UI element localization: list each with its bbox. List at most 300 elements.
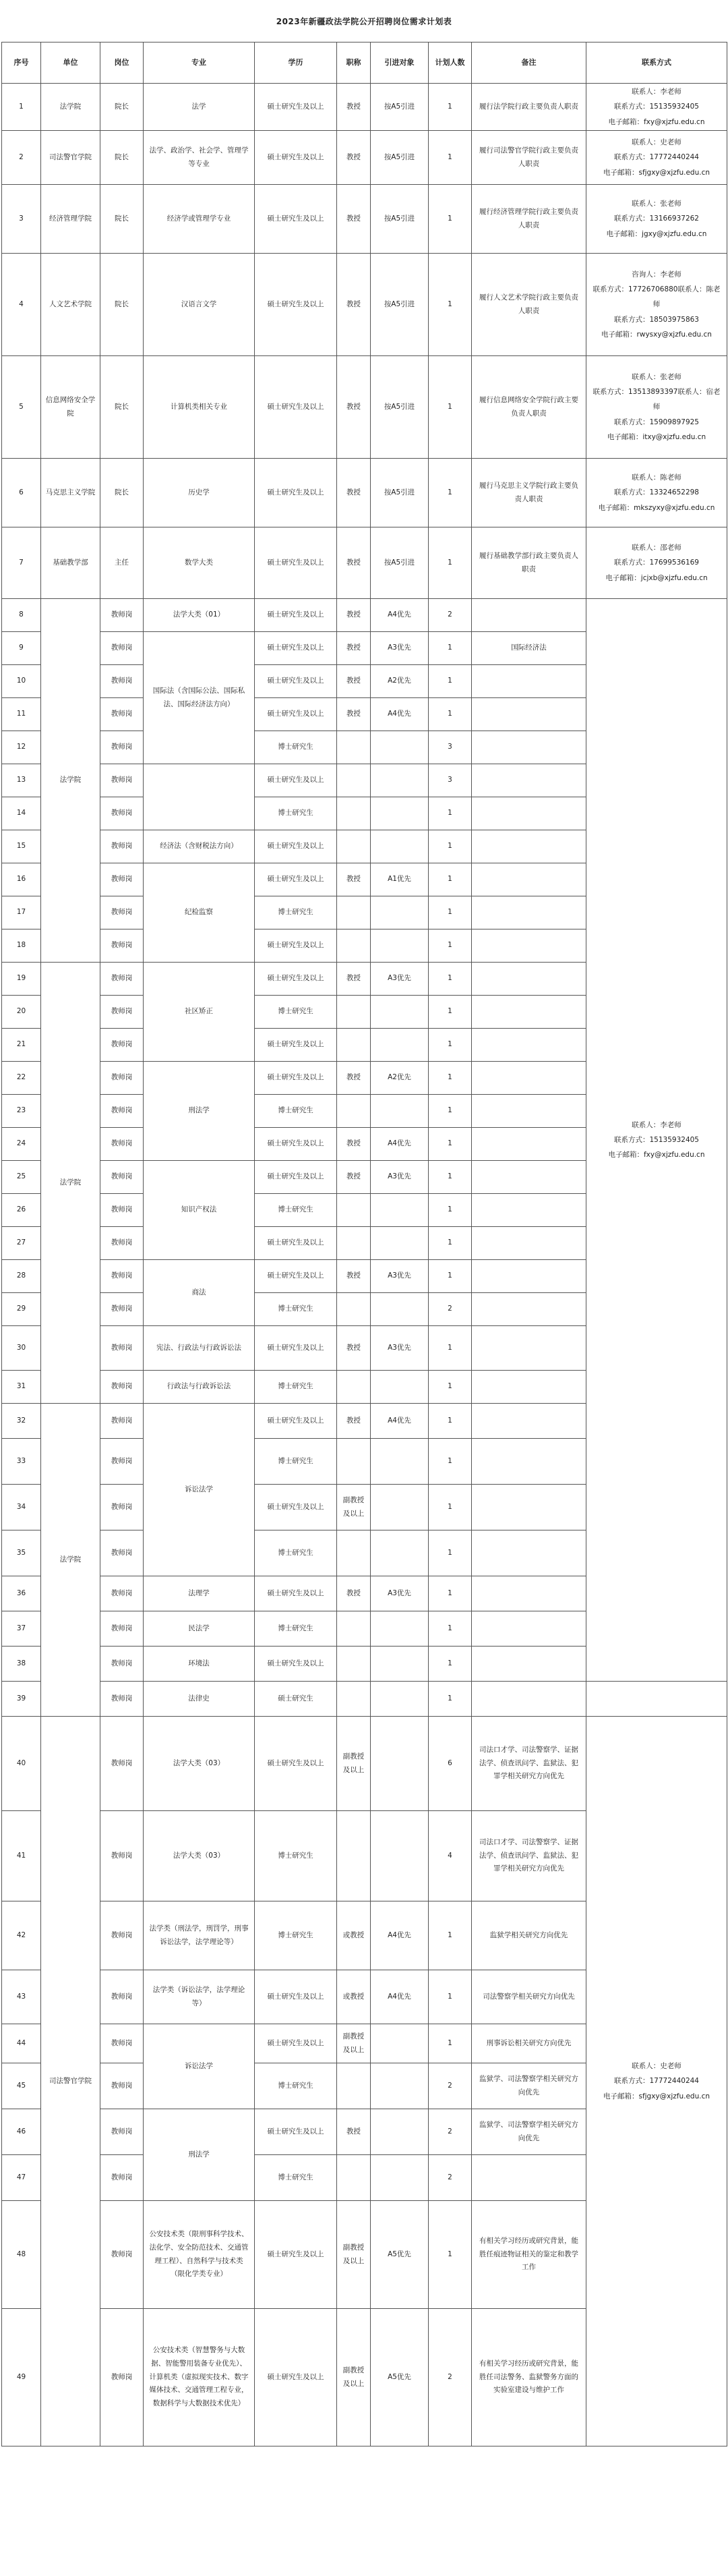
cell-count: 2	[429, 2109, 472, 2155]
cell-title	[337, 1647, 371, 1682]
cell-target: A4优先	[371, 698, 429, 731]
cell-title	[337, 1095, 371, 1128]
cell-remarks	[472, 1227, 586, 1260]
cell-unit: 法学院	[41, 599, 100, 963]
cell-title	[337, 929, 371, 963]
cell-target: A2优先	[371, 1062, 429, 1095]
cell-remarks	[472, 929, 586, 963]
header-title: 职称	[337, 42, 371, 84]
cell-title: 副教授及以上	[337, 2024, 371, 2063]
cell-position: 教师岗	[100, 896, 144, 929]
cell-contact	[586, 84, 727, 131]
cell-contact	[586, 1717, 727, 2446]
cell-contact	[586, 459, 727, 527]
cell-count: 2	[429, 1293, 472, 1326]
cell-seq: 49	[2, 2309, 41, 2446]
cell-position: 教师岗	[100, 1095, 144, 1128]
cell-title: 副教授及以上	[337, 2309, 371, 2446]
cell-title: 教授	[337, 1062, 371, 1095]
cell-title	[337, 1682, 371, 1717]
cell-count: 1	[429, 929, 472, 963]
cell-education: 硕士研究生及以上	[255, 929, 337, 963]
cell-title: 教授	[337, 963, 371, 996]
cell-education: 硕士研究生及以上	[255, 1326, 337, 1371]
cell-education: 硕士研究生及以上	[255, 527, 337, 599]
cell-target	[371, 1293, 429, 1326]
cell-position: 教师岗	[100, 1326, 144, 1371]
contact-line: 联系人：张老师	[632, 373, 681, 382]
cell-target	[371, 764, 429, 797]
cell-position: 教师岗	[100, 797, 144, 830]
cell-count: 1	[429, 896, 472, 929]
cell-major: 法学	[144, 84, 255, 131]
cell-position: 院长	[100, 185, 144, 254]
cell-position: 教师岗	[100, 963, 144, 996]
cell-title: 教授	[337, 632, 371, 665]
table-row	[2, 459, 727, 527]
cell-title	[337, 996, 371, 1029]
cell-count: 1	[429, 1901, 472, 1970]
cell-count: 1	[429, 1326, 472, 1371]
cell-remarks	[472, 863, 586, 896]
cell-target	[371, 1371, 429, 1404]
cell-position: 教师岗	[100, 2109, 144, 2155]
contact-line: 联系人：张老师	[632, 200, 681, 208]
cell-major: 法学大类（01）	[144, 599, 255, 632]
cell-major: 法学大类（03）	[144, 1811, 255, 1901]
cell-count: 6	[429, 1717, 472, 1811]
cell-target	[371, 1194, 429, 1227]
cell-target	[371, 1611, 429, 1647]
cell-count: 4	[429, 1811, 472, 1901]
cell-remarks: 履行马克思主义学院行政主要负责人职责	[472, 459, 586, 527]
cell-remarks	[472, 1326, 586, 1371]
cell-target: A4优先	[371, 1128, 429, 1161]
cell-count: 1	[429, 1970, 472, 2024]
header-seq: 序号	[2, 42, 41, 84]
cell-seq: 30	[2, 1326, 41, 1371]
cell-count: 1	[429, 797, 472, 830]
cell-title: 教授	[337, 185, 371, 254]
cell-count: 1	[429, 1576, 472, 1611]
cell-seq: 10	[2, 665, 41, 698]
cell-major: 环境法	[144, 1647, 255, 1682]
cell-count: 1	[429, 459, 472, 527]
header-target: 引进对象	[371, 42, 429, 84]
cell-target: A4优先	[371, 1970, 429, 2024]
cell-education: 博士研究生	[255, 2063, 337, 2109]
cell-education: 硕士研究生及以上	[255, 665, 337, 698]
contact-line: 电子邮箱：jcjxb@xjzfu.edu.cn	[605, 573, 708, 582]
cell-seq: 29	[2, 1293, 41, 1326]
cell-count: 1	[429, 1062, 472, 1095]
cell-position: 教师岗	[100, 996, 144, 1029]
header-unit: 单位	[41, 42, 100, 84]
cell-title	[337, 2155, 371, 2201]
cell-seq: 33	[2, 1439, 41, 1485]
cell-contact	[586, 356, 727, 459]
cell-education: 硕士研究生及以上	[255, 863, 337, 896]
cell-major: 国际法（含国际公法、国际私法、国际经济法方向）	[144, 632, 255, 764]
cell-seq: 14	[2, 797, 41, 830]
cell-position: 教师岗	[100, 863, 144, 896]
cell-target	[371, 2155, 429, 2201]
cell-education: 硕士研究生及以上	[255, 1062, 337, 1095]
cell-title	[337, 764, 371, 797]
cell-title: 或教授	[337, 1901, 371, 1970]
cell-remarks: 履行经济管理学院行政主要负责人职责	[472, 185, 586, 254]
cell-remarks: 司法口才学、司法警察学、证据法学、侦查讯问学、监狱法、犯罪学相关研究方向优先	[472, 1811, 586, 1901]
cell-remarks: 监狱学相关研究方向优先	[472, 1901, 586, 1970]
cell-major: 数学大类	[144, 527, 255, 599]
cell-title	[337, 1293, 371, 1326]
cell-seq: 38	[2, 1647, 41, 1682]
cell-remarks	[472, 1439, 586, 1485]
cell-target	[371, 1647, 429, 1682]
cell-seq: 47	[2, 2155, 41, 2201]
cell-major: 汉语言文学	[144, 254, 255, 356]
cell-target: A3优先	[371, 963, 429, 996]
cell-count: 1	[429, 1128, 472, 1161]
contact-line: 咨询人：李老师	[632, 270, 681, 279]
cell-remarks: 监狱学、司法警察学相关研究方向优先	[472, 2063, 586, 2109]
cell-seq: 41	[2, 1811, 41, 1901]
cell-contact	[586, 254, 727, 356]
header-major: 专业	[144, 42, 255, 84]
cell-title	[337, 1227, 371, 1260]
cell-position: 教师岗	[100, 665, 144, 698]
cell-count: 1	[429, 698, 472, 731]
cell-education: 硕士研究生及以上	[255, 1029, 337, 1062]
cell-count: 1	[429, 632, 472, 665]
cell-remarks	[472, 665, 586, 698]
cell-target	[371, 1029, 429, 1062]
cell-count: 1	[429, 1095, 472, 1128]
table-row	[2, 599, 727, 632]
cell-education: 硕士研究生及以上	[255, 632, 337, 665]
cell-count: 1	[429, 1647, 472, 1682]
cell-target: A4优先	[371, 1404, 429, 1439]
cell-seq: 24	[2, 1128, 41, 1161]
cell-target: 按A5引进	[371, 254, 429, 356]
cell-count: 1	[429, 1404, 472, 1439]
cell-education: 硕士研究生及以上	[255, 1970, 337, 2024]
cell-title: 教授	[337, 1128, 371, 1161]
cell-unit: 基础教学部	[41, 527, 100, 599]
cell-position: 教师岗	[100, 2024, 144, 2063]
cell-target: 按A5引进	[371, 131, 429, 185]
cell-position: 院长	[100, 459, 144, 527]
cell-count: 1	[429, 2201, 472, 2309]
contact-line: 电子邮箱：jgxy@xjzfu.edu.cn	[606, 229, 707, 238]
cell-education: 硕士研究生及以上	[255, 2201, 337, 2309]
contact-line: 电子邮箱：itxy@xjzfu.edu.cn	[607, 432, 706, 441]
cell-remarks	[472, 1293, 586, 1326]
header-count: 计划人数	[429, 42, 472, 84]
cell-target: A5优先	[371, 2309, 429, 2446]
cell-position: 教师岗	[100, 1062, 144, 1095]
cell-remarks	[472, 1647, 586, 1682]
cell-target: A2优先	[371, 665, 429, 698]
cell-major: 经济学或管理学专业	[144, 185, 255, 254]
header-education: 学历	[255, 42, 337, 84]
cell-education: 博士研究生	[255, 1293, 337, 1326]
cell-position: 教师岗	[100, 1439, 144, 1485]
cell-contact	[586, 599, 727, 1682]
cell-count: 3	[429, 731, 472, 764]
cell-count: 2	[429, 599, 472, 632]
cell-major: 公安技术类（限刑事科学技术、法化学、安全防范技术、交通管理工程）、自然科学与技术类（限化学类专业）	[144, 2201, 255, 2309]
cell-count: 1	[429, 1485, 472, 1530]
cell-remarks	[472, 764, 586, 797]
cell-major: 法理学	[144, 1576, 255, 1611]
cell-title	[337, 1439, 371, 1485]
cell-education: 博士研究生	[255, 1811, 337, 1901]
cell-remarks	[472, 1530, 586, 1576]
cell-contact	[586, 185, 727, 254]
cell-position: 教师岗	[100, 1530, 144, 1576]
cell-seq: 19	[2, 963, 41, 996]
cell-major: 公安技术类（智慧警务与大数据、智能警用装备专业优先）、计算机类（虚拟现实技术、数字媒体技术、交通管理工程专业，数据科学与大数据技术优先）	[144, 2309, 255, 2446]
cell-remarks: 履行人文艺术学院行政主要负责人职责	[472, 254, 586, 356]
cell-remarks: 履行司法警官学院行政主要负责人职责	[472, 131, 586, 185]
cell-position: 教师岗	[100, 830, 144, 863]
cell-remarks	[472, 996, 586, 1029]
contact-line: 联系方式：18503975863	[614, 315, 699, 324]
cell-seq: 45	[2, 2063, 41, 2109]
cell-remarks: 刑事诉讼相关研究方向优先	[472, 2024, 586, 2063]
cell-remarks: 履行法学院行政主要负责人职责	[472, 84, 586, 131]
cell-position: 教师岗	[100, 1717, 144, 1811]
cell-count: 1	[429, 1260, 472, 1293]
cell-count: 2	[429, 2309, 472, 2446]
cell-remarks	[472, 896, 586, 929]
cell-unit: 司法警官学院	[41, 1717, 100, 2446]
contact-line: 联系人：李老师	[632, 1120, 681, 1129]
cell-count: 2	[429, 2155, 472, 2201]
cell-position: 教师岗	[100, 731, 144, 764]
cell-count: 1	[429, 527, 472, 599]
cell-position: 主任	[100, 527, 144, 599]
cell-position: 教师岗	[100, 764, 144, 797]
cell-seq: 26	[2, 1194, 41, 1227]
cell-target: 按A5引进	[371, 527, 429, 599]
cell-count: 1	[429, 131, 472, 185]
cell-title: 教授	[337, 84, 371, 131]
contact-line: 联系方式：17726706880联系人：陈老师	[593, 285, 721, 309]
cell-position: 教师岗	[100, 2155, 144, 2201]
cell-major: 社区矫正	[144, 963, 255, 1062]
cell-count: 1	[429, 1682, 472, 1717]
cell-position: 教师岗	[100, 2201, 144, 2309]
cell-title	[337, 1530, 371, 1576]
page-title: 2023年新疆政法学院公开招聘岗位需求计划表	[276, 16, 452, 26]
cell-education: 博士研究生	[255, 1530, 337, 1576]
cell-count: 1	[429, 1530, 472, 1576]
cell-major: 刑法学	[144, 1062, 255, 1161]
cell-target	[371, 830, 429, 863]
cell-position: 教师岗	[100, 1227, 144, 1260]
cell-target	[371, 929, 429, 963]
cell-unit: 马克思主义学院	[41, 459, 100, 527]
cell-contact	[586, 131, 727, 185]
cell-remarks	[472, 1095, 586, 1128]
cell-title	[337, 1811, 371, 1901]
cell-unit: 经济管理学院	[41, 185, 100, 254]
cell-major: 纪检监察	[144, 863, 255, 963]
cell-education: 硕士研究生及以上	[255, 1227, 337, 1260]
cell-contact	[586, 527, 727, 599]
cell-remarks	[472, 830, 586, 863]
cell-education: 博士研究生	[255, 1371, 337, 1404]
cell-education: 硕士研究生及以上	[255, 459, 337, 527]
cell-seq: 12	[2, 731, 41, 764]
table-row	[2, 254, 727, 356]
cell-education: 博士研究生	[255, 896, 337, 929]
contact-line: 联系方式：15135932405	[614, 1135, 699, 1144]
cell-title: 教授	[337, 254, 371, 356]
contact-line: 电子邮箱：sfjgxy@xjzfu.edu.cn	[603, 2092, 710, 2100]
cell-seq: 21	[2, 1029, 41, 1062]
cell-major: 法学类（诉讼法学，法学理论等）	[144, 1970, 255, 2024]
cell-target	[371, 2109, 429, 2155]
cell-major: 刑法学	[144, 2109, 255, 2201]
contact-line: 联系方式：17772440244	[614, 2077, 699, 2086]
cell-position: 教师岗	[100, 1576, 144, 1611]
recruitment-table	[1, 42, 727, 2446]
cell-education: 硕士研究生及以上	[255, 356, 337, 459]
cell-target	[371, 2063, 429, 2109]
cell-target: 按A5引进	[371, 459, 429, 527]
cell-seq: 43	[2, 1970, 41, 2024]
cell-major: 计算机类相关专业	[144, 356, 255, 459]
cell-unit: 人文艺术学院	[41, 254, 100, 356]
cell-count: 1	[429, 963, 472, 996]
table-row	[2, 1682, 727, 1717]
cell-title: 副教授及以上	[337, 1485, 371, 1530]
cell-remarks: 司法警察学相关研究方向优先	[472, 1970, 586, 2024]
cell-target: A3优先	[371, 1161, 429, 1194]
cell-position: 教师岗	[100, 1970, 144, 2024]
cell-position: 教师岗	[100, 599, 144, 632]
cell-position: 教师岗	[100, 929, 144, 963]
cell-education: 硕士研究生及以上	[255, 599, 337, 632]
cell-education: 硕士研究生及以上	[255, 2109, 337, 2155]
cell-position: 教师岗	[100, 1811, 144, 1901]
cell-title	[337, 1611, 371, 1647]
cell-seq: 5	[2, 356, 41, 459]
cell-remarks	[472, 1611, 586, 1647]
cell-count: 1	[429, 1371, 472, 1404]
contact-line: 联系方式：13166937262	[614, 214, 699, 223]
cell-major: 商法	[144, 1260, 255, 1326]
cell-seq: 23	[2, 1095, 41, 1128]
contact-line: 联系方式：15135932405	[614, 103, 699, 111]
cell-target	[371, 896, 429, 929]
cell-target: 按A5引进	[371, 356, 429, 459]
cell-title	[337, 2063, 371, 2109]
cell-remarks: 履行基础教学部行政主要负责人职责	[472, 527, 586, 599]
cell-seq: 31	[2, 1371, 41, 1404]
cell-position: 教师岗	[100, 632, 144, 665]
cell-unit: 法学院	[41, 963, 100, 1404]
cell-major: 知识产权法	[144, 1161, 255, 1260]
cell-count: 1	[429, 254, 472, 356]
contact-line: 电子邮箱：fxy@xjzfu.edu.cn	[608, 117, 705, 126]
cell-count: 1	[429, 84, 472, 131]
cell-remarks	[472, 1404, 586, 1439]
cell-count: 1	[429, 1161, 472, 1194]
cell-seq: 17	[2, 896, 41, 929]
cell-education: 博士研究生	[255, 1194, 337, 1227]
cell-seq: 34	[2, 1485, 41, 1530]
cell-position: 教师岗	[100, 1029, 144, 1062]
cell-unit: 信息网络安全学院	[41, 356, 100, 459]
cell-count: 1	[429, 2024, 472, 2063]
cell-position: 教师岗	[100, 1161, 144, 1194]
cell-remarks: 履行信息网络安全学院行政主要负责人职责	[472, 356, 586, 459]
cell-title	[337, 830, 371, 863]
cell-major: 法学、政治学、社会学、管理学等专业	[144, 131, 255, 185]
cell-education: 硕士研究生及以上	[255, 963, 337, 996]
table-row	[2, 527, 727, 599]
header-contact: 联系方式	[586, 42, 727, 84]
cell-count: 1	[429, 1611, 472, 1647]
cell-unit: 法学院	[41, 1404, 100, 1717]
cell-education: 博士研究生	[255, 1611, 337, 1647]
cell-seq: 1	[2, 84, 41, 131]
cell-title: 教授	[337, 459, 371, 527]
cell-count: 1	[429, 1227, 472, 1260]
contact-line: 电子邮箱：sfjgxy@xjzfu.edu.cn	[603, 168, 710, 177]
cell-target	[371, 797, 429, 830]
cell-position: 院长	[100, 356, 144, 459]
header-position: 岗位	[100, 42, 144, 84]
cell-position: 教师岗	[100, 1682, 144, 1717]
cell-target: A4优先	[371, 599, 429, 632]
cell-seq: 25	[2, 1161, 41, 1194]
cell-education: 硕士研究生及以上	[255, 1128, 337, 1161]
cell-major: 民法学	[144, 1611, 255, 1647]
cell-position: 教师岗	[100, 698, 144, 731]
contact-line: 联系人：李老师	[632, 88, 681, 96]
cell-remarks	[472, 1485, 586, 1530]
cell-title: 教授	[337, 527, 371, 599]
cell-seq: 48	[2, 2201, 41, 2309]
cell-remarks: 监狱学、司法警察学相关研究方向优先	[472, 2109, 586, 2155]
cell-education: 硕士研究生	[255, 1682, 337, 1717]
cell-unit: 法学院	[41, 84, 100, 131]
cell-count: 3	[429, 764, 472, 797]
cell-education: 硕士研究生及以上	[255, 254, 337, 356]
table-row	[2, 356, 727, 459]
cell-title: 教授	[337, 1576, 371, 1611]
cell-target: A5优先	[371, 2201, 429, 2309]
cell-remarks	[472, 797, 586, 830]
cell-education: 博士研究生	[255, 996, 337, 1029]
cell-title	[337, 1194, 371, 1227]
cell-education: 硕士研究生及以上	[255, 2309, 337, 2446]
cell-major: 宪法、行政法与行政诉讼法	[144, 1326, 255, 1371]
cell-position: 院长	[100, 131, 144, 185]
cell-title: 教授	[337, 698, 371, 731]
cell-position: 教师岗	[100, 1371, 144, 1404]
cell-seq: 4	[2, 254, 41, 356]
contact-line: 联系人：史老师	[632, 138, 681, 147]
cell-seq: 44	[2, 2024, 41, 2063]
table-body	[2, 84, 727, 2446]
contact-line: 电子邮箱：rwysxy@xjzfu.edu.cn	[601, 330, 712, 339]
